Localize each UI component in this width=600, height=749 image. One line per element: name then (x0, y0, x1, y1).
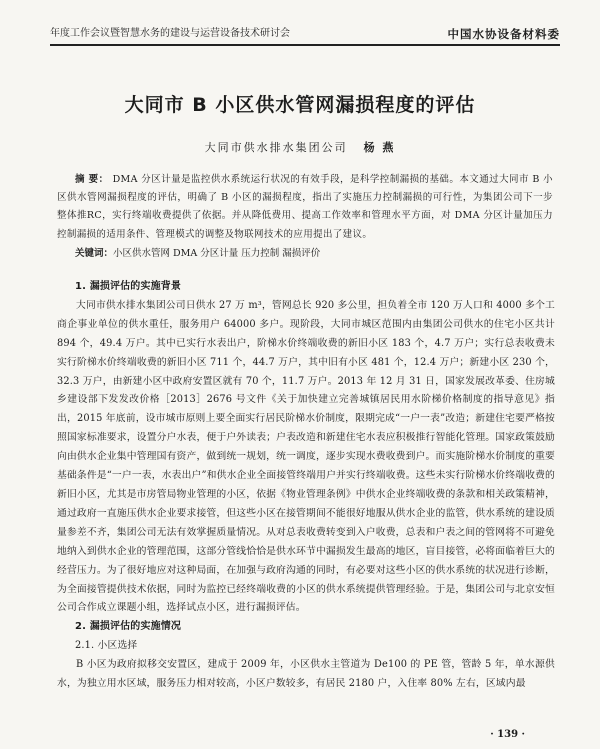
keywords-label: 关键词： (75, 248, 114, 259)
keywords (75, 247, 553, 261)
running-head (50, 28, 560, 40)
page-number: · 139 · (490, 729, 525, 740)
subsection-heading: 2.1. 小区选择 (75, 640, 138, 652)
abstract-text: DMA 分区计量是监控供水系统运行状况的有效手段，是科学控制漏损的基础。本文通过大同市 B 小区供水管网漏损程度的评估，明确了 B 小区的漏损程度，指出了实施压力控制漏损的可行性，为集团公司下一步整体推RC，实行终端收费提供了依据。并从降低费用、提高工作效率和管理水平方面，对 DMA 分区计量加压力控制漏损的适用条件、管理模式的调整及物联网技术的应用提出了建议。 (57, 174, 553, 240)
header-rule (50, 44, 560, 46)
affiliation: 大同市供水排水集团公司 (204, 141, 348, 154)
author: 杨 燕 (363, 141, 396, 154)
abstract-label: 摘 要： (75, 174, 109, 185)
paragraph: B 小区为政府拟移交安置区，建成于 2009 年，小区供水主管道为 De100 的 PE 管，管龄 5 年，单水源供水，为独立用水区域，服务压力相对较高，小区户数较多，有居民 2180 户，入住率 80% 左右，区域内最 (57, 659, 555, 690)
body-text (57, 278, 555, 694)
abstract (57, 171, 553, 244)
paragraph: 大同市供水排水集团公司日供水 27 万 m³，管网总长 920 多公里，担负着全市 120 万人口和 4000 多个工商企事业单位的供水重任，服务用户 64000 多户。现阶段，大同市城区范围内由集团公司供水的住宅小区共计 894 个，49.4 万户。其中已实行水表出户，阶梯水价终端收费的新旧小区 183 个，4.7 万户；实行总表收费未实行阶梯水价终端收费的新旧小区 711 个，44.7 万户，其中旧有小区 481 个，12.4 万户；新建小区 230 个，32.3 万户，由新建小区中政府安置区就有 70 个，11.7 万户。2013 年 12 月 31 日，国家发展改革委、住房城乡建设部下发发改价格［2013］2676 号文件《关于加快建立完善城镇居民用水阶梯价格制度的指导意见》指出，2015 年底前，设市城市原则上要全面实行居民阶梯水价制度，限期完成“一户一表”改造；新建住宅要严格按照国家标准要求，设置分户水表，便于户外读表；户表改造和新建住宅水表应积极推行智能化管理。国家政策鼓励向由供水企业集中管理国有资产，做到统一规划，统一调度，逐步实现水费收费到户。而实施阶梯水价制度的重要基础条件是“一户一表，水表出户”和供水企业全面接管终端用户并实行终端收费。这些未实行阶梯水价终端收费的新旧小区，尤其是市房管局物业管理的小区，依据《物业管理条例》中供水企业终端收费的条款和相关政策精神，通过政府一直施压供水企业要求接管，但这些小区在接管期间不能很好地服从供水企业的监管，供水系统的建设质量参差不齐，集团公司无法有效掌握质量情况。从对总表收费转变到入户收费，总表和户表之间的管网将不可避免地纳入到供水企业的管理范围，这部分管线恰恰是供水环节中漏损发生最高的地区，盲目接管，必将面临着巨大的经营压力。为了很好地应对这种局面，在加强与政府沟通的同时，有必要对这些小区的供水系统的状况进行诊断，为全面接管提供技术依据，同时为监控已经终端收费的小区的供水系统提供管理经验。于是，集团公司与北京安恒公司合作成立课题小组，选择试点小区，进行漏损评估。 (57, 299, 555, 614)
paper-title: 大同市 B 小区供水管网漏损程度的评估 (124, 94, 476, 116)
section-heading: 2. 漏损评估的实施情况 (75, 621, 182, 633)
keywords-text: 小区供水管网 DMA 分区计量 压力控制 漏损评价 (113, 248, 321, 259)
section-heading: 1. 漏损评估的实施背景 (75, 281, 182, 292)
running-head-right: 中国水协设备材料委 (447, 27, 560, 41)
running-head-left: 年度工作会议暨智慧水务的建设与运营设备技术研讨会 (50, 28, 290, 39)
byline (40, 139, 560, 155)
